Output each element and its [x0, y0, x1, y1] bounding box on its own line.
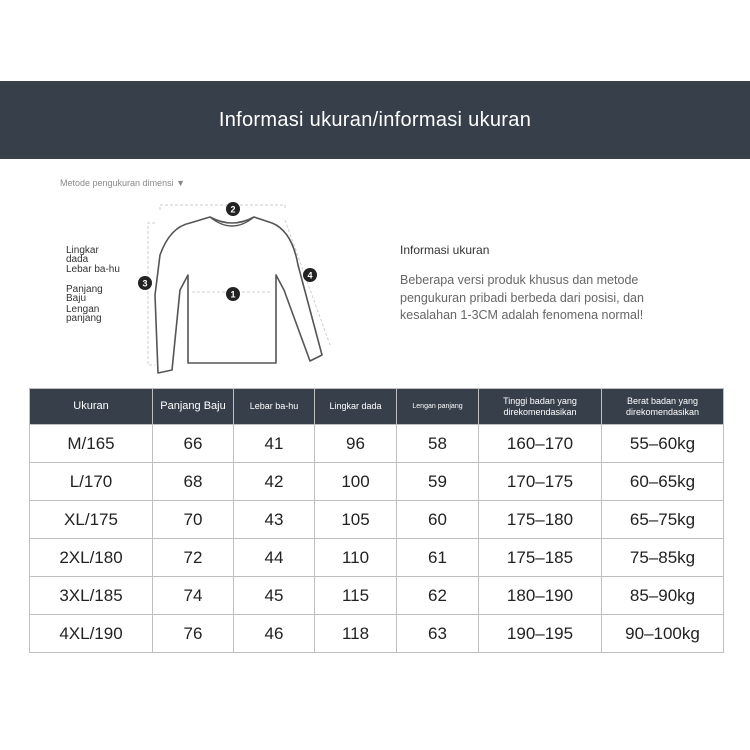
size-table — [29, 388, 724, 653]
marker-4 — [303, 268, 317, 282]
cell-height: 190–195 — [479, 615, 602, 653]
measurement-method-label: Metode pengukuran dimensi ▼ — [60, 178, 185, 188]
header-chest: Lingkar dada — [315, 389, 397, 425]
banner-title: Informasi ukuran/informasi ukuran — [218, 108, 532, 131]
cell-length: 72 — [153, 539, 234, 577]
cell-length: 70 — [153, 501, 234, 539]
header-sleeve-length: Lengan panjang — [397, 389, 479, 425]
info-note: Beberapa versi produk khusus dan metode pengukuran pribadi berbeda dari posisi, dan kesalahan 1-3CM adalah fenomena normal! — [400, 273, 644, 322]
cell-shoulder: 46 — [234, 615, 315, 653]
header-shoulder-width: Lebar ba-hu — [234, 389, 315, 425]
marker-2 — [226, 202, 240, 216]
cell-shoulder: 42 — [234, 463, 315, 501]
cell-shoulder: 43 — [234, 501, 315, 539]
cell-weight: 85–90kg — [602, 577, 724, 615]
cell-length: 74 — [153, 577, 234, 615]
cell-height: 170–175 — [479, 463, 602, 501]
cell-shoulder: 41 — [234, 425, 315, 463]
cell-sleeve: 63 — [397, 615, 479, 653]
marker-3 — [138, 276, 152, 290]
header-size: Ukuran — [30, 389, 153, 425]
table-header-row — [30, 389, 724, 425]
header-recommended-height: Tinggi badan yang direkomendasikan — [479, 389, 602, 425]
cell-shoulder: 45 — [234, 577, 315, 615]
svg-text:2: 2 — [230, 204, 236, 215]
legend-chest: Lingkar dada — [66, 245, 99, 265]
cell-weight: 90–100kg — [602, 615, 724, 653]
cell-length: 76 — [153, 615, 234, 653]
cell-chest: 96 — [315, 425, 397, 463]
table-row — [30, 425, 724, 463]
cell-weight: 65–75kg — [602, 501, 724, 539]
table-row — [30, 615, 724, 653]
cell-shoulder: 44 — [234, 539, 315, 577]
cell-sleeve: 62 — [397, 577, 479, 615]
legend-shoulder: Lebar ba-hu — [66, 264, 120, 275]
cell-weight: 75–85kg — [602, 539, 724, 577]
svg-text:1: 1 — [230, 289, 236, 300]
cell-sleeve: 58 — [397, 425, 479, 463]
legend-length: Panjang Baju — [66, 284, 103, 304]
table-row — [30, 463, 724, 501]
cell-height: 175–185 — [479, 539, 602, 577]
cell-size: XL/175 — [30, 501, 153, 539]
info-title: Informasi ukuran — [400, 243, 490, 257]
cell-chest: 100 — [315, 463, 397, 501]
header-body-length: Panjang Baju — [153, 389, 234, 425]
cell-height: 180–190 — [479, 577, 602, 615]
marker-1 — [226, 287, 240, 301]
cell-length: 66 — [153, 425, 234, 463]
cell-height: 175–180 — [479, 501, 602, 539]
cell-chest: 110 — [315, 539, 397, 577]
cell-weight: 60–65kg — [602, 463, 724, 501]
shoulder-width-guide — [160, 205, 285, 210]
cell-size: M/165 — [30, 425, 153, 463]
cell-size: 3XL/185 — [30, 577, 153, 615]
cell-chest: 115 — [315, 577, 397, 615]
cell-chest: 105 — [315, 501, 397, 539]
table-row — [30, 539, 724, 577]
cell-size: L/170 — [30, 463, 153, 501]
cell-size: 4XL/190 — [30, 615, 153, 653]
legend-sleeve: Lengan panjang — [66, 304, 102, 324]
cell-weight: 55–60kg — [602, 425, 724, 463]
table-row — [30, 501, 724, 539]
cell-length: 68 — [153, 463, 234, 501]
svg-text:4: 4 — [307, 270, 313, 281]
cell-chest: 118 — [315, 615, 397, 653]
table-row — [30, 577, 724, 615]
svg-text:3: 3 — [142, 278, 148, 289]
cell-sleeve: 59 — [397, 463, 479, 501]
header-recommended-weight: Berat badan yang direkomendasikan — [602, 389, 724, 425]
cell-sleeve: 60 — [397, 501, 479, 539]
cell-size: 2XL/180 — [30, 539, 153, 577]
title-banner — [0, 81, 750, 159]
cell-sleeve: 61 — [397, 539, 479, 577]
body-length-guide — [148, 223, 155, 365]
cell-height: 160–170 — [479, 425, 602, 463]
